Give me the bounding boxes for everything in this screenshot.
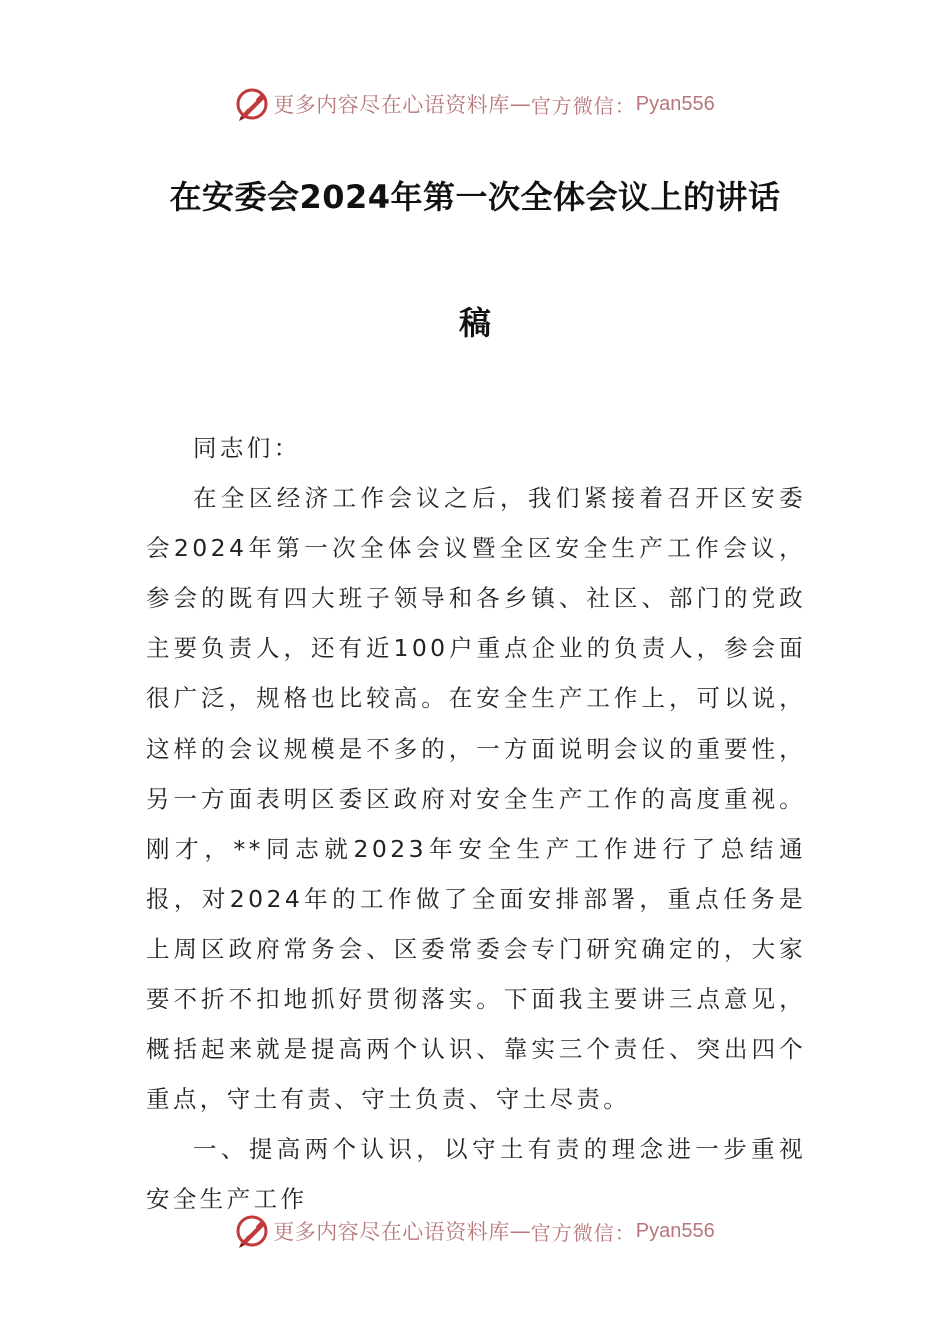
banner-contact-label: 官方微信： — [530, 1220, 636, 1245]
banner-text: 更多内容尽在心语资料库 — [273, 1220, 510, 1244]
footer-banner — [0, 1211, 950, 1251]
header-banner — [0, 84, 950, 124]
salutation-paragraph: 同志们： — [193, 434, 301, 462]
banner-dash: — — [509, 92, 531, 116]
banner-wechat-id: Pyan556 — [635, 1219, 715, 1242]
section-heading-paragraph: 一、提高两个认识，以守土有责的理念进一步重视安全生产工作 — [146, 1135, 806, 1214]
pen-logo-icon — [235, 1213, 271, 1249]
banner-wechat-id: Pyan556 — [635, 92, 715, 115]
document-body — [146, 423, 806, 1225]
pen-logo-icon — [235, 86, 271, 122]
banner-text: 更多内容尽在心语资料库 — [273, 93, 510, 117]
document-title-line-2: 稿 — [458, 304, 491, 342]
document-title-line-1: 在安委会2024年第一次全体会议上的讲话 — [169, 178, 781, 216]
banner-contact-label: 官方微信： — [530, 93, 636, 118]
body-paragraph: 在全区经济工作会议之后，我们紧接着召开区安委会2024年第一次全体会议暨全区安全生产工作会议，参会的既有四大班子领导和各乡镇、社区、部门的党政主要负责人，还有近100户重点企业的负责人，参会面很广泛，规格也比较高。在安全生产工作上，可以说，这样的会议规模是不多的，一方面说明会议的重要性，另一方面表明区委区政府对安全生产工作的高度重视。刚才，**同志就2023年安全生产工作进行了总结通报，对2024年的工作做了全面安排部署，重点任务是上周区政府常务会、区委常委会专门研究确定的，大家要不折不扣地抓好贯彻落实。下面我主要讲三点意见，概括起来就是提高两个认识、靠实三个责任、突出四个重点，守土有责、守土负责、守土尽责。 — [146, 484, 806, 1114]
banner-dash: — — [509, 1219, 531, 1243]
